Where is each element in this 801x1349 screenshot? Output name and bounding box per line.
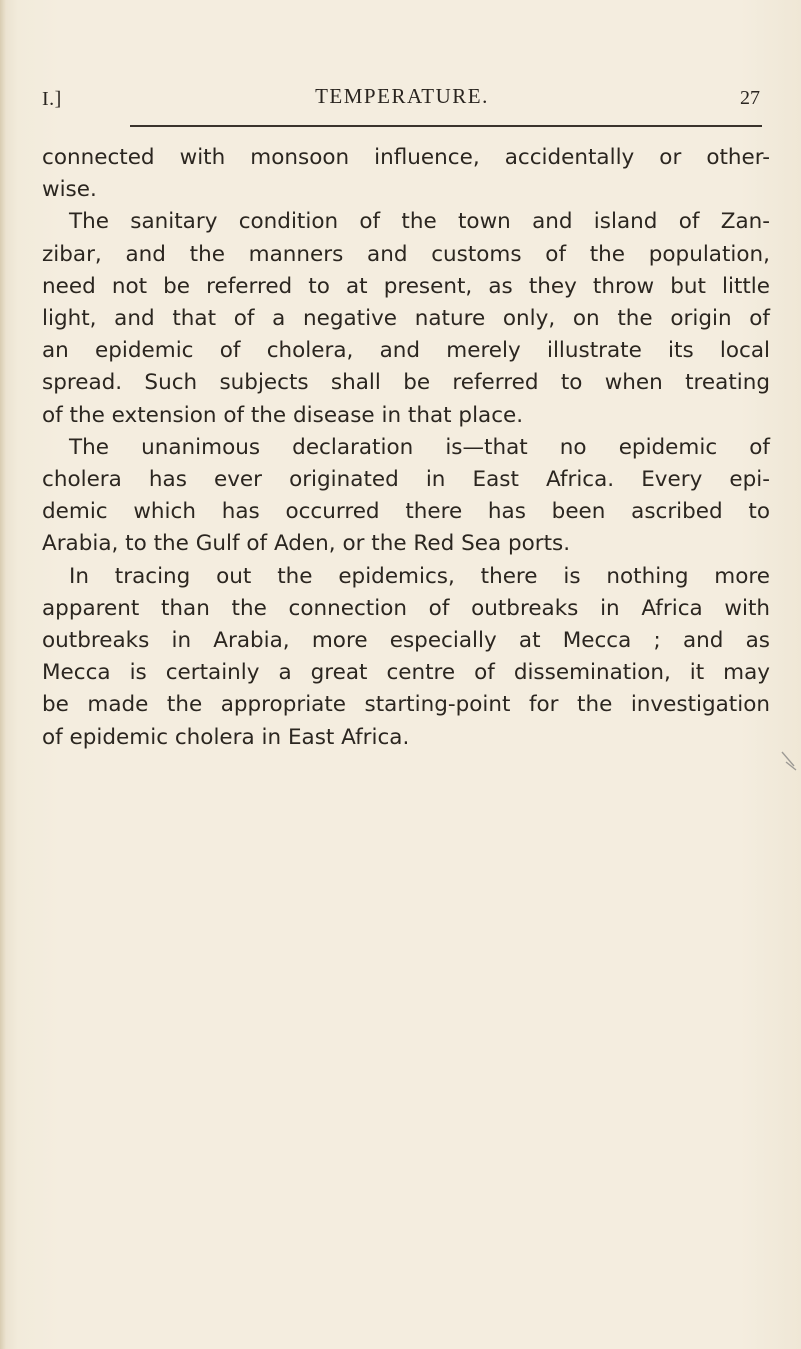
text-line: cholera has ever originated in East Africa. Every epi- (42, 467, 770, 493)
running-header (42, 84, 762, 114)
running-title: TEMPERATURE. (315, 84, 489, 108)
text-line: Mecca is certainly a great centre of dissemination, it may (42, 660, 770, 686)
text-line: connected with monsoon influence, accidentally or other- (42, 145, 770, 170)
text-line: demic which has occurred there has been ascribed to (42, 499, 770, 525)
text-line: need not be referred to at present, as they throw but little (42, 273, 770, 299)
text-line: zibar, and the manners and customs of the population, (42, 241, 770, 267)
text-line: of epidemic cholera in East Africa. (42, 724, 410, 750)
chapter-marker: I.] (42, 88, 62, 110)
text-line: an epidemic of cholera, and merely illustrate its local (42, 338, 770, 364)
text-line: In tracing out the epidemics, there is nothing more (69, 563, 770, 589)
text-line: The sanitary condition of the town and island of Zan- (69, 209, 770, 235)
page-gutter (0, 0, 6, 1349)
text-line: The unanimous declaration is—that no epidemic of (69, 434, 770, 460)
text-line: of the extension of the disease in that place. (42, 402, 524, 428)
text-line: Arabia, to the Gulf of Aden, or the Red Sea ports. (42, 531, 571, 557)
text-line: wise. (42, 177, 97, 203)
page-number: 27 (740, 87, 760, 109)
text-line: be made the appropriate starting-point for the investigation (42, 692, 770, 718)
body-text (42, 142, 770, 754)
text-line: apparent than the connection of outbreaks in Africa with (42, 595, 770, 621)
header-rule (130, 125, 762, 127)
text-line: light, and that of a negative nature only, on the origin of (42, 306, 770, 332)
text-line: spread. Such subjects shall be referred to when treating (42, 370, 770, 396)
text-line: outbreaks in Arabia, more especially at Mecca ; and as (42, 628, 770, 654)
pencil-mark (780, 748, 798, 772)
pencil-mark-icon (780, 748, 798, 772)
